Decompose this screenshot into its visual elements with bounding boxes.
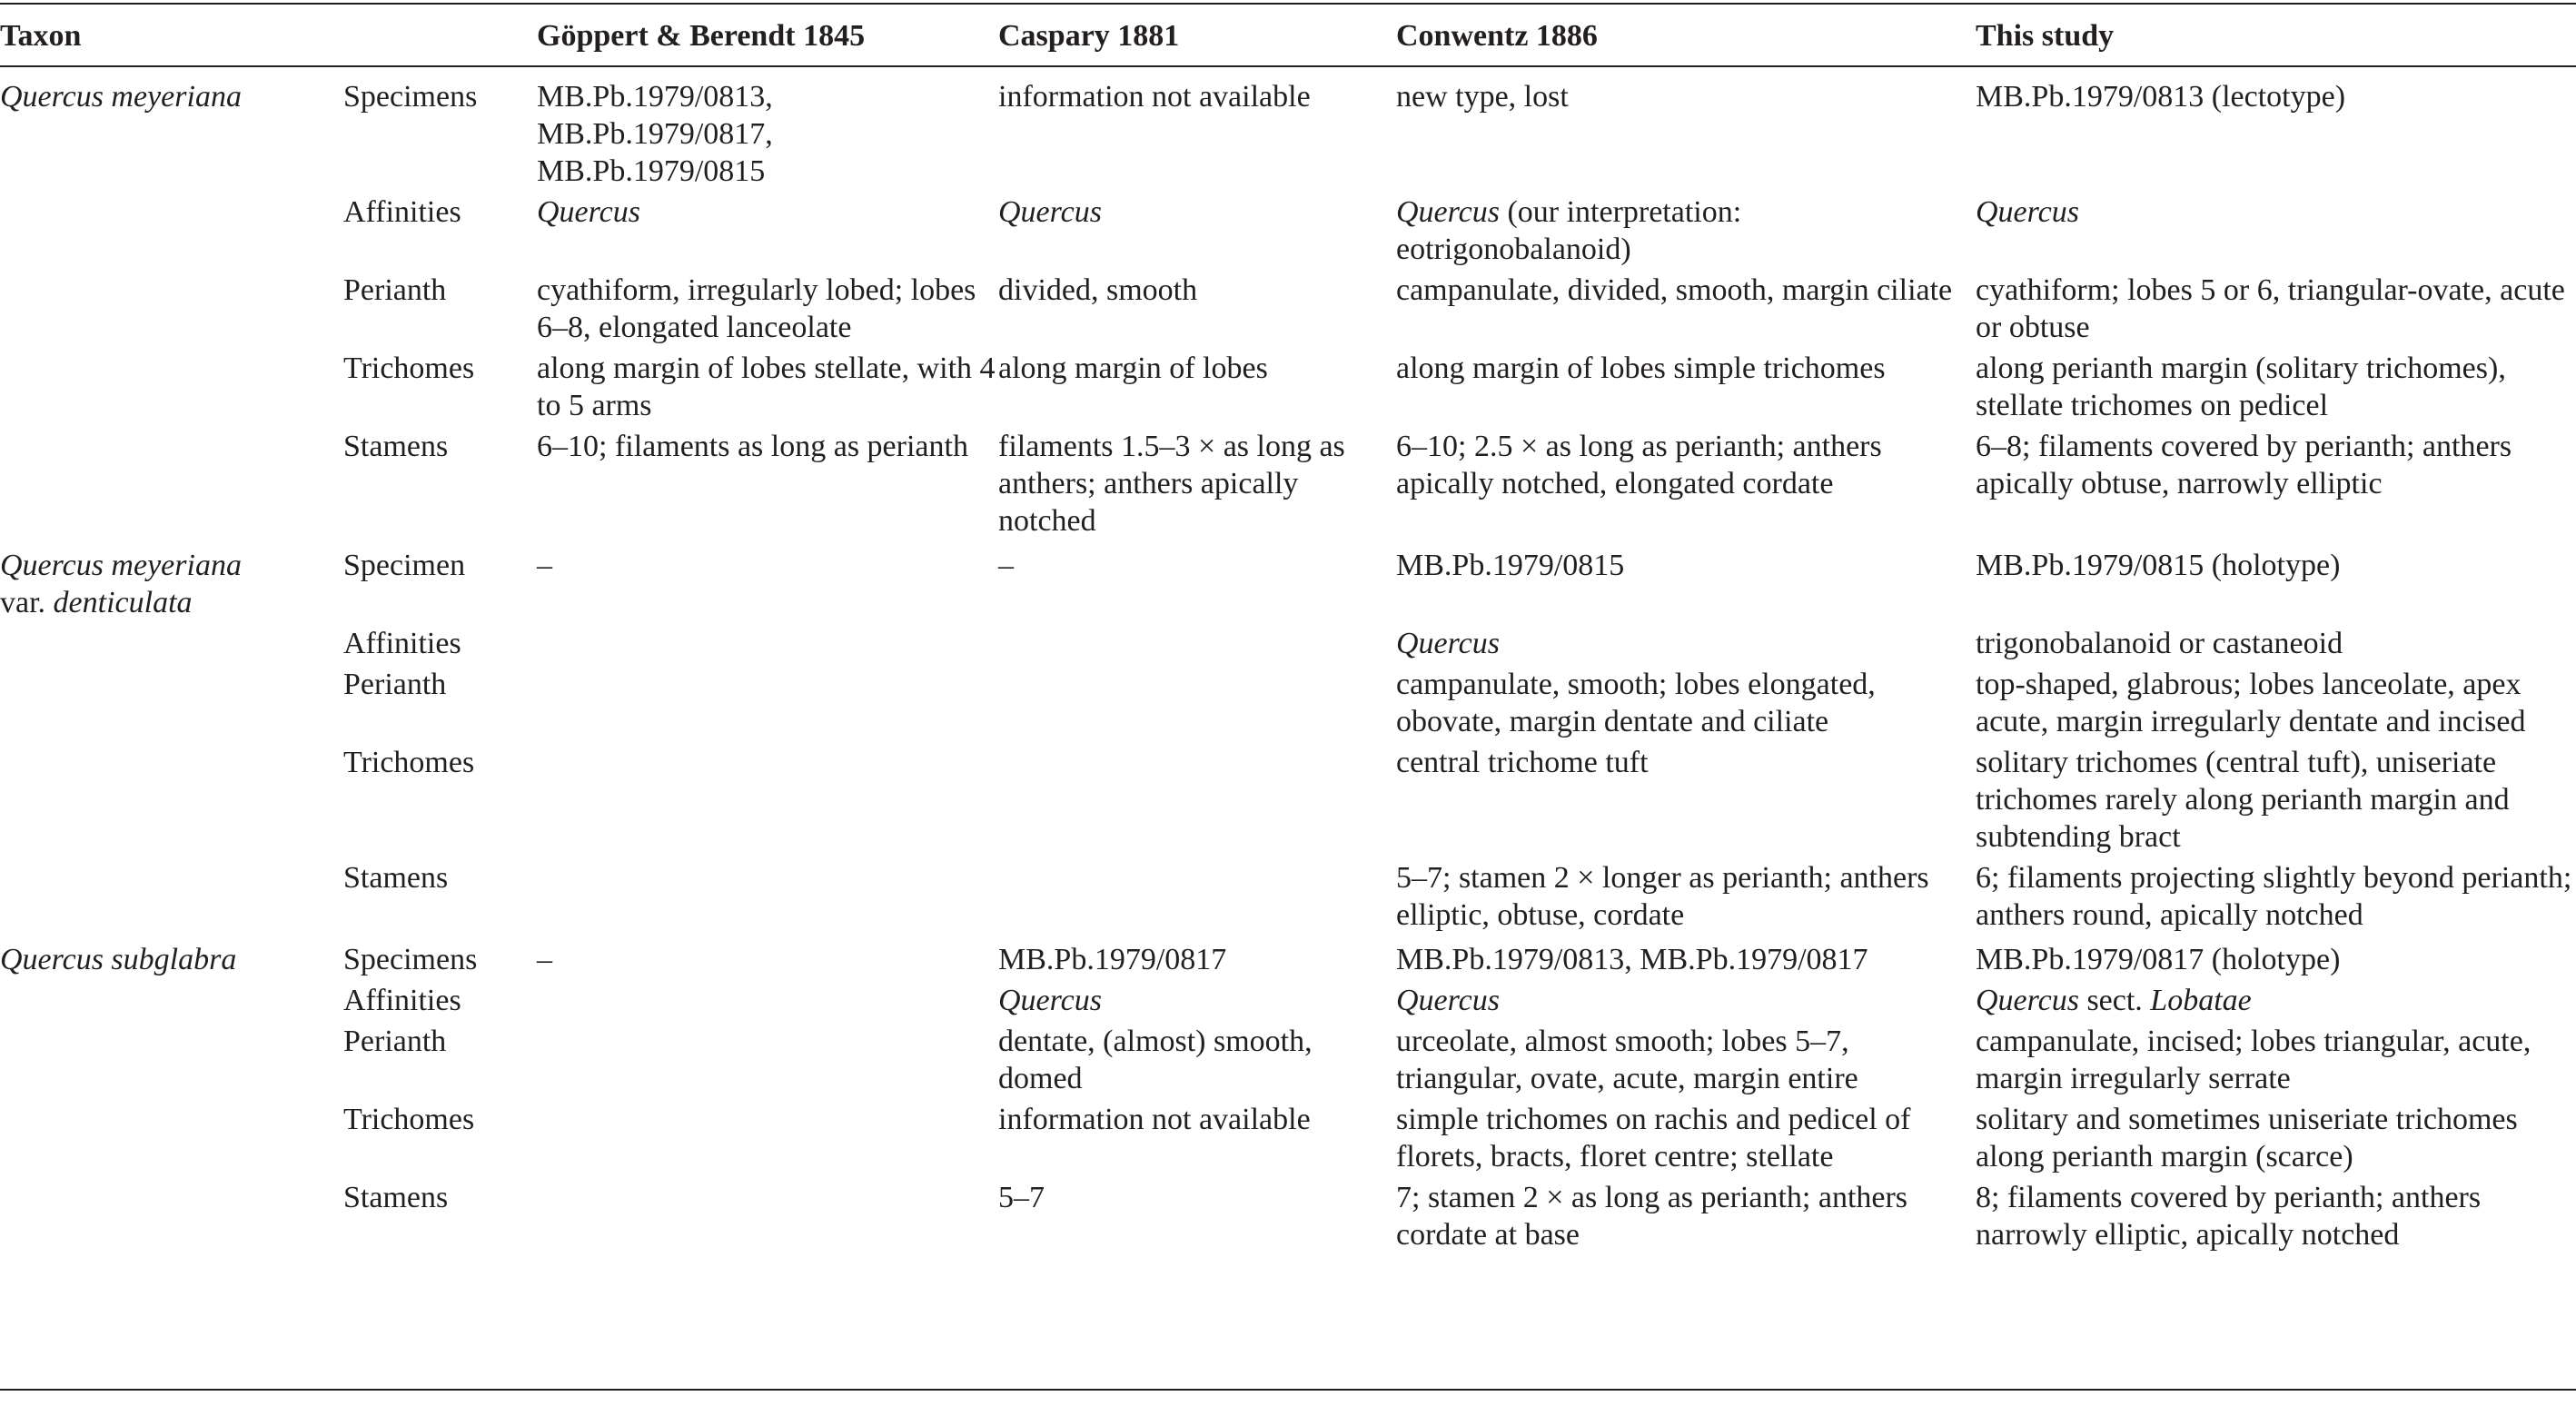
goppert-cell: cyathiform, irregularly lobed; lobes 6–8, elongated lanceolate — [537, 273, 976, 344]
attribute-cell: Specimens — [343, 80, 478, 114]
table-row — [0, 547, 2576, 625]
conwentz-cell: 7; stamen 2 × as long as perianth; anthers cordate at base — [1396, 1181, 1908, 1252]
goppert-cell — [537, 666, 998, 744]
taxon-cell — [0, 272, 343, 350]
this-study-cell: campanulate, incised; lobes triangular, acute, margin irregularly serrate — [1976, 1025, 2531, 1095]
caspary-cell: 5–7 — [998, 1181, 1045, 1214]
attribute-cell: Perianth — [343, 1025, 447, 1058]
taxa-comparison-table — [0, 5, 2576, 1257]
conwentz-cell — [1396, 982, 1976, 1023]
caspary-cell: dentate, (almost) smooth, domed — [998, 1025, 1313, 1095]
goppert-cell: – — [537, 549, 552, 582]
goppert-cell — [537, 744, 998, 859]
attribute-cell: Perianth — [343, 273, 447, 307]
table-row — [0, 428, 2576, 547]
table-row — [0, 65, 2576, 193]
attribute-cell: Trichomes — [343, 746, 475, 779]
goppert-cell — [537, 982, 998, 1023]
this-study-cell: trigonobalanoid or castaneoid — [1976, 627, 2343, 660]
table-row — [0, 193, 2576, 272]
this-study-cell: along perianth margin (solitary trichomes), stellate trichomes on pedicel — [1976, 352, 2506, 422]
taxon-name: Quercus meyeriana — [0, 549, 242, 582]
section-label: sect. — [2078, 984, 2151, 1017]
table-top-rule — [0, 3, 2576, 5]
attribute-cell: Perianth — [343, 668, 447, 701]
this-study-cell: solitary trichomes (central tuft), uniseriate trichomes rarely along perianth margin and subtending bract — [1976, 746, 2510, 854]
genus-name: Quercus — [537, 195, 640, 229]
attribute-cell: Trichomes — [343, 1103, 475, 1136]
taxon-cell — [0, 350, 343, 428]
conwentz-cell: central trichome tuft — [1396, 746, 1649, 779]
genus-name: Quercus — [1976, 984, 2079, 1017]
genus-name: Quercus — [1396, 984, 1500, 1017]
table-bottom-rule — [0, 1389, 2576, 1391]
conwentz-cell: new type, lost — [1396, 80, 1569, 114]
header-taxon: Taxon — [0, 18, 82, 53]
interpretation-note: (our interpretation: eotrigonobalanoid) — [1396, 195, 1742, 266]
table-row — [0, 1101, 2576, 1179]
taxon-cell — [0, 1023, 343, 1101]
attribute-cell: Stamens — [343, 1181, 449, 1214]
this-study-cell — [1976, 982, 2576, 1023]
attribute-cell: Trichomes — [343, 352, 475, 385]
attribute-cell: Affinities — [343, 627, 461, 660]
caspary-cell: filaments 1.5–3 × as long as anthers; anthers apically notched — [998, 430, 1345, 538]
table-row — [0, 1179, 2576, 1257]
header-row — [0, 5, 2576, 65]
this-study-cell: cyathiform; lobes 5 or 6, triangular-ovate, acute or obtuse — [1976, 273, 2565, 344]
taxon-cell — [0, 982, 343, 1023]
variety-prefix: var. — [0, 586, 54, 619]
attribute-cell: Specimen — [343, 549, 466, 582]
table-row — [0, 350, 2576, 428]
conwentz-cell: MB.Pb.1979/0813, MB.Pb.1979/0817 — [1396, 943, 1868, 976]
caspary-cell: along margin of lobes — [998, 352, 1268, 385]
conwentz-cell — [1396, 625, 1976, 666]
caspary-cell — [998, 982, 1396, 1023]
header-goppert-berendt: Göppert & Berendt 1845 — [537, 18, 866, 53]
attribute-cell: Stamens — [343, 861, 449, 895]
goppert-cell: – — [537, 943, 552, 976]
goppert-cell: 6–10; filaments as long as perianth — [537, 430, 968, 463]
table-row — [0, 625, 2576, 666]
taxon-cell: Quercus subglabra — [0, 943, 237, 976]
header-this-study: This study — [1976, 18, 2115, 53]
table-row — [0, 272, 2576, 350]
this-study-cell: MB.Pb.1979/0815 (holotype) — [1976, 549, 2341, 582]
attribute-cell: Stamens — [343, 430, 449, 463]
caspary-cell — [998, 744, 1396, 859]
taxon-cell: Quercus meyeriana — [0, 80, 242, 114]
taxon-cell — [0, 666, 343, 744]
this-study-cell: MB.Pb.1979/0813 (lectotype) — [1976, 80, 2346, 114]
table-row — [0, 1023, 2576, 1101]
caspary-cell: information not available — [998, 80, 1311, 114]
goppert-cell — [537, 1023, 998, 1101]
table-row — [0, 666, 2576, 744]
goppert-cell — [537, 1179, 998, 1257]
conwentz-cell: simple trichomes on rachis and pedicel of florets, bracts, floret centre; stellate — [1396, 1103, 1911, 1173]
genus-name: Quercus — [998, 984, 1102, 1017]
attribute-cell: Affinities — [343, 195, 461, 229]
goppert-cell — [537, 1101, 998, 1179]
goppert-cell — [537, 859, 998, 941]
header-attribute — [343, 5, 537, 65]
attribute-cell: Specimens — [343, 943, 478, 976]
caspary-cell — [998, 625, 1396, 666]
table-row — [0, 859, 2576, 941]
taxon-cell — [0, 744, 343, 859]
taxon-cell — [0, 547, 343, 625]
taxon-cell — [0, 193, 343, 272]
caspary-cell: divided, smooth — [998, 273, 1198, 307]
conwentz-cell: 6–10; 2.5 × as long as perianth; anthers apically notched, elongated cordate — [1396, 430, 1882, 500]
this-study-cell — [1976, 193, 2576, 272]
genus-name: Quercus — [1396, 195, 1500, 229]
table-row — [0, 941, 2576, 982]
caspary-cell: MB.Pb.1979/0817 — [998, 943, 1227, 976]
caspary-cell — [998, 666, 1396, 744]
genus-name: Quercus — [1396, 627, 1500, 660]
caspary-cell — [998, 193, 1396, 272]
genus-name: Quercus — [1976, 195, 2079, 229]
taxon-cell — [0, 625, 343, 666]
goppert-cell: along margin of lobes stellate, with 4 to 5 arms — [537, 352, 996, 422]
this-study-cell: 6; filaments projecting slightly beyond perianth; anthers round, apically notched — [1976, 861, 2572, 932]
goppert-cell — [537, 625, 998, 666]
conwentz-cell: MB.Pb.1979/0815 — [1396, 549, 1625, 582]
conwentz-cell: 5–7; stamen 2 × longer as perianth; anthers elliptic, obtuse, cordate — [1396, 861, 1929, 932]
conwentz-cell: campanulate, divided, smooth, margin ciliate — [1396, 273, 1953, 307]
this-study-cell: solitary and sometimes uniseriate trichomes along perianth margin (scarce) — [1976, 1103, 2518, 1173]
this-study-cell: 6–8; filaments covered by perianth; anthers apically obtuse, narrowly elliptic — [1976, 430, 2512, 500]
header-conwentz: Conwentz 1886 — [1396, 18, 1598, 53]
caspary-cell: information not available — [998, 1103, 1311, 1136]
table-row — [0, 982, 2576, 1023]
caspary-cell: – — [998, 549, 1014, 582]
variety-name: denticulata — [53, 586, 193, 619]
attribute-cell: Affinities — [343, 984, 461, 1017]
genus-name: Quercus — [998, 195, 1102, 229]
conwentz-cell: campanulate, smooth; lobes elongated, obovate, margin dentate and ciliate — [1396, 668, 1876, 738]
taxon-cell — [0, 859, 343, 941]
header-caspary: Caspary 1881 — [998, 18, 1180, 53]
conwentz-cell — [1396, 193, 1976, 272]
caspary-cell — [998, 859, 1396, 941]
goppert-cell: MB.Pb.1979/0813, MB.Pb.1979/0817, MB.Pb.1979/0815 — [537, 80, 773, 188]
taxon-cell — [0, 1179, 343, 1257]
table-row — [0, 744, 2576, 859]
taxon-cell — [0, 428, 343, 547]
goppert-cell — [537, 193, 998, 272]
this-study-cell: 8; filaments covered by perianth; anthers narrowly elliptic, apically notched — [1976, 1181, 2482, 1252]
conwentz-cell: along margin of lobes simple trichomes — [1396, 352, 1886, 385]
section-name: Lobatae — [2150, 984, 2252, 1017]
this-study-cell: MB.Pb.1979/0817 (holotype) — [1976, 943, 2341, 976]
taxon-cell — [0, 1101, 343, 1179]
conwentz-cell: urceolate, almost smooth; lobes 5–7, triangular, ovate, acute, margin entire — [1396, 1025, 1858, 1095]
this-study-cell: top-shaped, glabrous; lobes lanceolate, apex acute, margin irregularly dentate and incised — [1976, 668, 2526, 738]
